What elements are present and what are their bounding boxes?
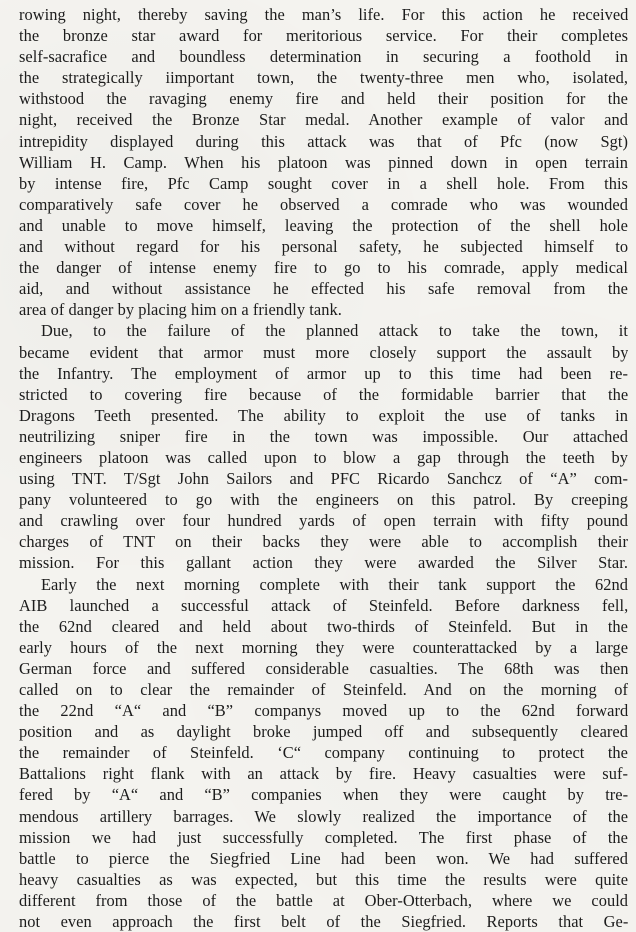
text-line: mission we had just successfully completed. The first phase of the xyxy=(19,827,628,847)
text-line: not even approach the first belt of the Siegfried. Reports that Ge- xyxy=(19,912,628,932)
text-line: early hours of the next morning they were counterattacked by a large xyxy=(19,637,628,657)
text-line: Dragons Teeth presented. The ability to exploit the use of tanks in xyxy=(19,405,628,425)
text-line: comparatively safe cover he observed a comrade who was wounded xyxy=(19,194,628,214)
text-line: Early the next morning complete with their tank support the 62nd xyxy=(41,574,628,594)
text-line: aid, and without assistance he effected his safe removal from the xyxy=(19,279,628,299)
document-body xyxy=(19,4,628,932)
text-line: different from those of the battle at Ober-Otterbach, where we could xyxy=(19,890,628,910)
text-line: mission. For this gallant action they were awarded the Silver Star. xyxy=(19,553,628,573)
text-line: fered by “A“ and “B” companies when they were caught by tre- xyxy=(19,785,628,805)
text-line: Battalions right flank with an attack by fire. Heavy casualties were suf- xyxy=(19,764,628,784)
paragraph xyxy=(19,574,628,932)
text-line: engineers platoon was called upon to blow a gap through the teeth by xyxy=(19,447,628,467)
text-line: the bronze star award for meritorious service. For their completes xyxy=(19,26,628,46)
text-line: the Infantry. The employment of armor up to this time had been re- xyxy=(19,363,628,383)
text-line: AIB launched a successful attack of Steinfeld. Before darkness fell, xyxy=(19,595,628,615)
text-line: by intense fire, Pfc Camp sought cover in a shell hole. From this xyxy=(19,173,628,193)
text-line: pany volunteered to go with the engineers on this patrol. By creeping xyxy=(19,490,628,510)
text-line: became evident that armor must more closely support the assault by xyxy=(19,342,628,362)
text-line: and crawling over four hundred yards of open terrain with fifty pound xyxy=(19,511,628,531)
text-line: heavy casualties as was expected, but this time the results were quite xyxy=(19,869,628,889)
text-line: called on to clear the remainder of Steinfeld. And on the morning of xyxy=(19,680,628,699)
text-line: and unable to move himself, leaving the protection of the shell hole xyxy=(19,215,628,235)
paragraph xyxy=(19,320,628,573)
text-line: intrepidity displayed during this attack was that of Pfc (now Sgt) xyxy=(19,131,628,151)
text-line: using TNT. T/Sgt John Sailors and PFC Ricardo Sanchcz of “A” com- xyxy=(19,469,628,489)
text-line: Due, to the failure of the planned attack to take the town, it xyxy=(41,321,628,341)
text-line: rowing night, thereby saving the man’s life. For this action he received xyxy=(19,5,628,24)
text-line: stricted to covering fire because of the formidable barrier that the xyxy=(19,384,628,404)
text-line: neutrilizing sniper fire in the town was impossible. Our attached xyxy=(19,426,628,446)
text-line: the 22nd “A“ and “B” companys moved up to the 62nd forward xyxy=(19,701,628,721)
text-line: night, received the Bronze Star medal. Another example of valor and xyxy=(19,110,628,130)
text-line: the strategically iimportant town, the twenty-three men who, isolated, xyxy=(19,68,628,88)
text-line: area of danger by placing him on a friendly tank. xyxy=(19,300,342,320)
text-line: mendous artillery barrages. We slowly realized the importance of the xyxy=(19,806,628,826)
text-line: charges of TNT on their backs they were able to accomplish their xyxy=(19,532,628,552)
text-line: withstood the ravaging enemy fire and held their position for the xyxy=(19,89,628,109)
text-line: William H. Camp. When his platoon was pinned down in open terrain xyxy=(19,152,628,172)
text-line: the remainder of Steinfeld. ‘C“ company continuing to protect the xyxy=(19,743,628,763)
text-line: the 62nd cleared and held about two-thirds of Steinfeld. But in the xyxy=(19,616,628,636)
text-line: German force and suffered considerable casualties. The 68th was then xyxy=(19,658,628,678)
text-line: position and as daylight broke jumped off and subsequently cleared xyxy=(19,722,628,742)
text-line: battle to pierce the Siegfried Line had been won. We had suffered xyxy=(19,848,628,868)
text-line: self-sacrafice and boundless determination in securing a foothold in xyxy=(19,47,628,67)
text-line: the danger of intense enemy fire to go to his comrade, apply medical xyxy=(19,258,628,278)
text-line: and without regard for his personal safety, he subjected himself to xyxy=(19,237,628,257)
paragraph xyxy=(19,4,628,320)
